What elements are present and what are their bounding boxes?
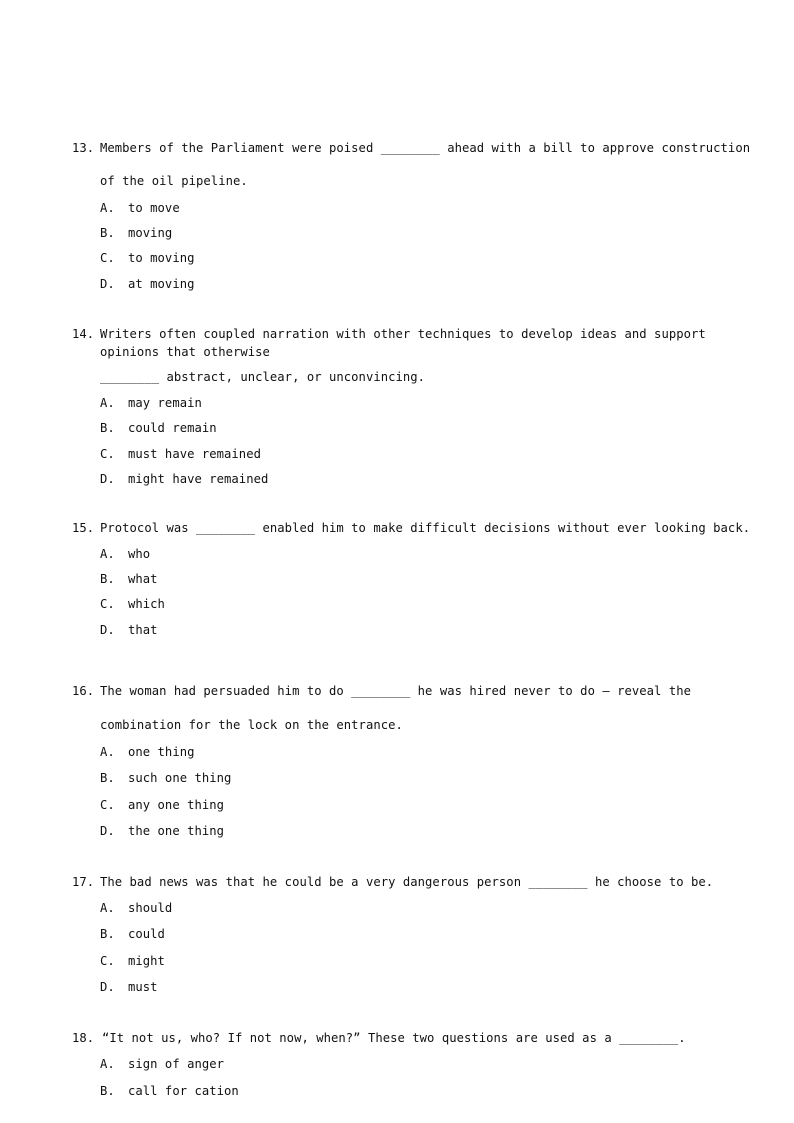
option-text: should	[128, 901, 173, 915]
option-letter: A.	[100, 745, 115, 759]
option-text: sign of anger	[128, 1057, 225, 1071]
option-text: one thing	[128, 745, 195, 759]
question-stem-line: combination for the lock on the entrance.	[100, 718, 403, 732]
question-stem-line: ________ abstract, unclear, or unconvincing.	[100, 370, 426, 384]
option-letter: D.	[100, 824, 115, 838]
option-letter: C.	[100, 954, 115, 968]
option-letter: C.	[100, 251, 115, 265]
option-text: could	[128, 927, 165, 941]
option-letter: A.	[100, 201, 115, 215]
option-text: might	[128, 954, 165, 968]
option-text: what	[128, 572, 158, 586]
option-letter: D.	[100, 980, 115, 994]
question-stem-line: of the oil pipeline.	[100, 174, 248, 188]
option-text: any one thing	[128, 798, 225, 812]
option-text: such one thing	[128, 771, 232, 785]
option-text: moving	[128, 226, 173, 240]
option-text: must	[128, 980, 158, 994]
option-letter: B.	[100, 226, 115, 240]
option-letter: D.	[100, 472, 115, 486]
option-letter: A.	[100, 547, 115, 561]
question-stem-line: “It not us, who? If not now, when?” These two questions are used as a ________.	[102, 1031, 686, 1045]
question-stem-line: Protocol was ________ enabled him to make difficult decisions without ever looking back.	[100, 521, 751, 535]
question-stem-line: Writers often coupled narration with other techniques to develop ideas and support	[100, 327, 706, 341]
option-text: might have remained	[128, 472, 269, 486]
option-letter: B.	[100, 572, 115, 586]
option-letter: D.	[100, 623, 115, 637]
option-text: at moving	[128, 277, 195, 291]
option-text: who	[128, 547, 151, 561]
option-text: may remain	[128, 396, 202, 410]
option-letter: C.	[100, 798, 115, 812]
question-number: 13.	[72, 141, 95, 155]
option-letter: A.	[100, 1057, 115, 1071]
option-text: which	[128, 597, 165, 611]
question-number: 17.	[72, 875, 95, 889]
option-letter: C.	[100, 597, 115, 611]
option-text: to moving	[128, 251, 195, 265]
option-text: that	[128, 623, 158, 637]
question-number: 18.	[72, 1031, 95, 1045]
question-stem-line: The bad news was that he could be a very dangerous person ________ he choose to be.	[100, 875, 714, 889]
question-number: 14.	[72, 327, 95, 341]
option-text: call for cation	[128, 1084, 239, 1098]
option-letter: B.	[100, 1084, 115, 1098]
option-text: the one thing	[128, 824, 225, 838]
question-stem-line: Members of the Parliament were poised ________ ahead with a bill to approve construction	[100, 141, 751, 155]
option-letter: C.	[100, 447, 115, 461]
question-number: 16.	[72, 684, 95, 698]
question-stem-line: opinions that otherwise	[100, 345, 270, 359]
option-text: must have remained	[128, 447, 261, 461]
question-stem-line: The woman had persuaded him to do ________ he was hired never to do — reveal the	[100, 684, 691, 698]
option-text: to move	[128, 201, 180, 215]
option-letter: A.	[100, 396, 115, 410]
option-letter: B.	[100, 421, 115, 435]
option-letter: A.	[100, 901, 115, 915]
option-letter: D.	[100, 277, 115, 291]
option-text: could remain	[128, 421, 217, 435]
question-number: 15.	[72, 521, 95, 535]
option-letter: B.	[100, 771, 115, 785]
option-letter: B.	[100, 927, 115, 941]
